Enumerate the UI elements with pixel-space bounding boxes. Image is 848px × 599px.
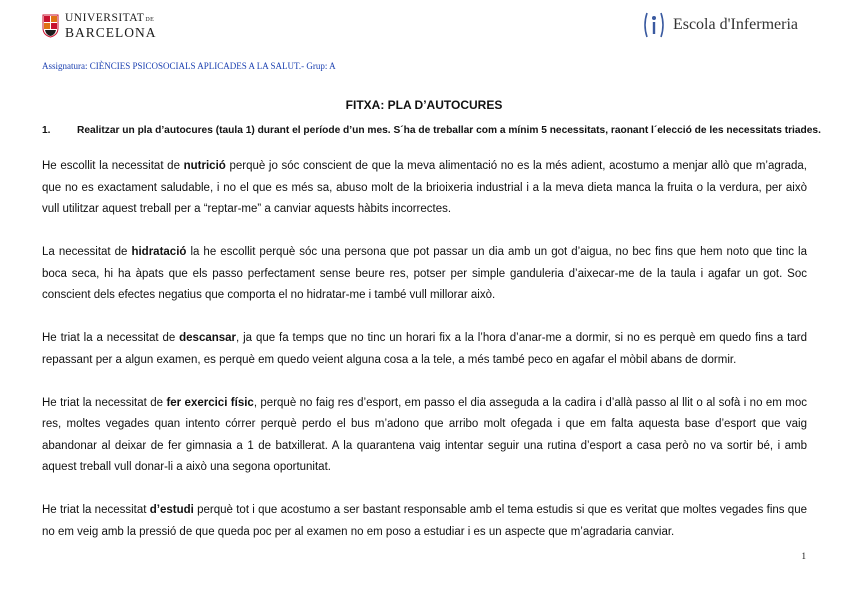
highlighted-need: hidratació bbox=[131, 246, 187, 258]
subject-line: Assignatura: CIÈNCIES PSICOSOCIALS APLICADES A LA SALUT.- Grup: A bbox=[42, 61, 336, 71]
question-text: Realitzar un pla d’autocures (taula 1) durant el període d’un mes. S´ha de treballar com a mínim 5 necessitats, raonant l´elecció de les necessitats triades. bbox=[77, 125, 821, 136]
highlighted-need: d’estudi bbox=[149, 504, 194, 516]
paragraph-text: La necessitat de bbox=[42, 246, 132, 258]
paragraph-text: , ja que fa temps que no tinc un horari fix a la l’hora d’anar-me a dormir, si no es perquè em quedo fins a tard repassant per a algun examen, es perquè em quedo veient alguna cosa a la tele, a més també peco en agafar el mòbil abans de dormir. bbox=[42, 332, 807, 366]
paragraph-text: He triat la necessitat bbox=[42, 504, 150, 516]
paragraph-text: He triat la necessitat de bbox=[42, 396, 167, 409]
paragraph-text: He triat la a necessitat de bbox=[42, 332, 180, 344]
university-name-line2: BARCELONA bbox=[65, 24, 157, 40]
university-logo bbox=[42, 13, 157, 39]
page-number: 1 bbox=[801, 551, 806, 561]
paragraph-exercise bbox=[42, 393, 807, 479]
paragraph-text: He escollit la necessitat de bbox=[42, 160, 184, 172]
paragraph-nutrition bbox=[42, 156, 807, 221]
school-logo bbox=[641, 10, 798, 40]
paragraph-text: perquè tot i que acostumo a ser bastant responsable amb el tema estudis si que es veritat que moltes vegades fins que no em veig amb la pressió de que queda poc per al examen no em poso a estudiar i es un aspecte que m’agradaria canviar. bbox=[42, 504, 807, 538]
paragraph-rest bbox=[42, 328, 807, 371]
question-1 bbox=[42, 125, 822, 137]
paragraph-study bbox=[42, 500, 807, 543]
paragraph-hydration bbox=[42, 242, 807, 307]
school-i-logo-icon bbox=[641, 10, 667, 40]
body-text bbox=[42, 156, 807, 565]
paragraph-text: la he escollit perquè sóc una persona que pot passar un dia amb un got d’aigua, no bec fins que hem noto que tinc la boca seca, hi ha àpats que els passo perfectament sense beure res, potser per simple ganduleria d’aixecar-me de la taula i agafar un got. Soc conscient dels efectes negatius que comporta el no hidratar-me i també vull millorar això. bbox=[42, 246, 807, 301]
university-name-de: DE bbox=[145, 17, 155, 23]
document-title: FITXA: PLA D’AUTOCURES bbox=[345, 98, 503, 112]
highlighted-need: fer exercici físic bbox=[166, 396, 254, 409]
paragraph-text: perquè jo sóc conscient de que la meva alimentació no es la més adient, acostumo a menjar allò que m’agrada, que no es exactament saludable, i no el que es més sa, abuso molt de la brioixeria industrial i a la meva dieta manca la fruita o la verdura, per això vull utilitzar aquest treball per a “reptar-me” a canviar aquests hàbits incorrectes. bbox=[42, 160, 807, 215]
university-name-line1: UNIVERSITAT bbox=[65, 12, 145, 24]
highlighted-need: descansar bbox=[179, 332, 237, 344]
question-number: 1. bbox=[42, 125, 51, 136]
paragraph-text: , perquè no faig res d’esport, em passo el dia asseguda a la cadira i d’allà passo al llit o al sofà i no em moc res, moltes vegades quan intento córrer perquè perdo el bus m’adono que arribo molt ofegada i que em falta aquesta base d’esport que vaig abandonar al deixar de fer gimnasia a 1 de batxillerat. A la quarantena vaig intentar seguir una rutina d’esport a casa però no va sortir bé, i amb aquest treball vull donar-li a això una segona oportunitat. bbox=[42, 396, 807, 473]
university-crest-icon bbox=[42, 14, 59, 38]
school-name: Escola d'Infermeria bbox=[672, 16, 798, 33]
highlighted-need: nutrició bbox=[183, 160, 226, 172]
